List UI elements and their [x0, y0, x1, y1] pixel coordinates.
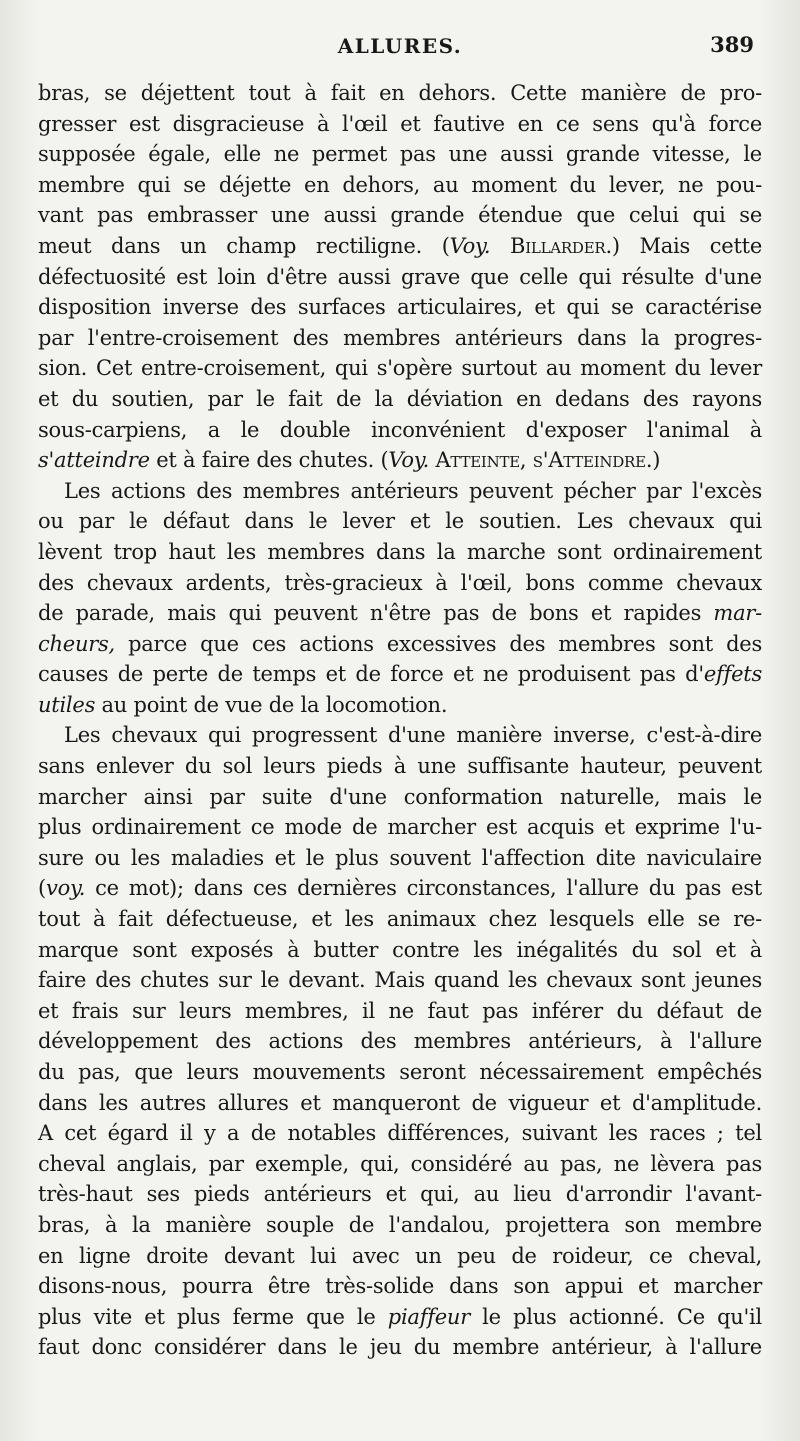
text-line	[38, 904, 762, 935]
text-line	[38, 139, 762, 170]
text-line	[38, 1088, 762, 1119]
text-segment: Atteinte	[435, 448, 520, 473]
text-segment: Les actions des membres antérieurs peuvent pécher par l'excès	[64, 478, 762, 503]
text-line	[38, 1179, 762, 1210]
text-line	[38, 1118, 762, 1149]
text-line	[38, 568, 762, 599]
text-segment: utiles	[38, 692, 96, 717]
text-segment: Voy.	[449, 233, 491, 258]
text-segment: supposée égale, elle ne permet pas une aussi grande vitesse, le	[38, 142, 762, 167]
text-segment: sans enlever du sol leurs pieds à une suffisante hauteur, peuvent	[38, 754, 762, 779]
text-segment: gresser est disgracieuse à l'œil et fautive en ce sens qu'à force	[38, 111, 762, 136]
text-segment: vant pas embrasser une aussi grande étendue que celui qui se	[38, 203, 762, 228]
text-segment: au point de vue de la locomotion.	[95, 692, 448, 717]
text-line	[38, 476, 762, 507]
text-segment: sion. Cet entre-croisement, qui s'opère surtout au moment du lever	[38, 356, 762, 381]
text-segment: des chevaux ardents, très-gracieux à l'œil, bons comme chevaux	[38, 570, 762, 595]
text-line	[38, 415, 762, 446]
text-line	[38, 598, 762, 629]
text-segment: s'atteindre	[38, 448, 150, 473]
text-segment: Billarder	[510, 233, 606, 258]
text-line	[38, 996, 762, 1027]
text-segment: sure ou les maladies et le plus souvent l'affection dite naviculaire	[38, 845, 762, 870]
text-line	[38, 843, 762, 874]
text-line	[38, 445, 762, 476]
text-segment: tout à fait défectueuse, et les animaux chez lesquels elle se re-	[38, 907, 762, 932]
text-segment: parce que ces actions excessives des membres sont des	[114, 631, 762, 656]
text-line	[38, 323, 762, 354]
text-segment: plus ordinairement ce mode de marcher est acquis et exprime l'u-	[38, 815, 762, 840]
text-segment: marque sont exposés à butter contre les inégalités du sol et à	[38, 937, 762, 962]
text-line	[38, 384, 762, 415]
running-head	[0, 32, 800, 62]
body-text	[38, 78, 762, 1363]
text-line	[38, 873, 762, 904]
text-segment: ce mot); dans ces dernières circonstances, l'allure du pas est	[85, 876, 762, 901]
text-line	[38, 262, 762, 293]
text-segment: disposition inverse des surfaces articulaires, et qui se caractérise	[38, 295, 762, 320]
text-segment: cheval anglais, par exemple, qui, considéré au pas, ne lèvera pas	[38, 1151, 762, 1176]
text-line	[38, 1149, 762, 1180]
text-segment: piaffeur	[387, 1304, 470, 1329]
text-segment: très-haut ses pieds antérieurs et qui, au lieu d'arrondir l'avant-	[38, 1182, 762, 1207]
text-segment: cheurs,	[38, 631, 115, 656]
text-line	[38, 1026, 762, 1057]
text-segment: et à faire des chutes. (	[149, 448, 389, 473]
text-segment: mar-	[713, 601, 762, 626]
text-segment: par l'entre-croisement des membres antérieurs dans la progres-	[38, 325, 762, 350]
text-line	[38, 1210, 762, 1241]
text-line	[38, 353, 762, 384]
text-segment: faut donc considérer dans le jeu du membre antérieur, à l'allure	[38, 1335, 762, 1360]
text-line	[38, 200, 762, 231]
text-segment: A cet égard il y a de notables différences, suivant les races ; tel	[38, 1121, 762, 1146]
text-segment: (	[38, 876, 46, 901]
text-line	[38, 751, 762, 782]
text-line	[38, 690, 762, 721]
text-line	[38, 1332, 762, 1363]
text-line	[38, 537, 762, 568]
text-segment: sous-carpiens, a le double inconvénient d'exposer l'animal à	[38, 417, 762, 442]
text-segment: bras, se déjettent tout à fait en dehors. Cette manière de pro-	[38, 81, 762, 105]
text-segment: le plus actionné. Ce qu'il	[469, 1304, 762, 1329]
text-line	[38, 659, 762, 690]
text-segment: disons-nous, pourra être très-solide dans son appui et marcher	[38, 1274, 762, 1299]
text-line	[38, 170, 762, 201]
text-segment: et frais sur leurs membres, il ne faut pas inférer du défaut de	[38, 998, 762, 1023]
text-line	[38, 1271, 762, 1302]
text-segment: défectuosité est loin d'être aussi grave que celle qui résulte d'une	[38, 264, 762, 289]
text-segment: lèvent trop haut les membres dans la marche sont ordinairement	[38, 539, 762, 564]
text-line	[38, 109, 762, 140]
text-segment: et du soutien, par le fait de la déviation en dedans des rayons	[38, 386, 762, 411]
text-line	[38, 720, 762, 751]
text-segment: marcher ainsi par suite d'une conformation naturelle, mais le	[38, 784, 762, 809]
text-line	[38, 78, 762, 109]
page-number: 389	[710, 32, 754, 57]
text-segment: Les chevaux qui progressent d'une manière inverse, c'est-à-dire	[64, 723, 762, 748]
text-line	[38, 1057, 762, 1088]
text-segment	[490, 234, 510, 258]
text-segment: du pas, que leurs mouvements seront nécessairement empêchés	[38, 1060, 762, 1084]
text-segment: .) Mais cette	[605, 233, 762, 258]
text-segment: ,	[519, 448, 533, 473]
text-segment: s'Atteindre	[532, 448, 646, 473]
text-segment: voy.	[45, 876, 86, 901]
text-line	[38, 1241, 762, 1272]
text-line	[38, 935, 762, 966]
text-segment: effets	[703, 662, 762, 687]
text-line	[38, 782, 762, 813]
page-header-title: ALLURES.	[337, 34, 463, 58]
text-segment: .)	[645, 448, 661, 473]
text-segment: ou par le défaut dans le lever et le soutien. Les chevaux qui	[38, 509, 762, 534]
text-segment: en ligne droite devant lui avec un peu de roideur, ce cheval,	[38, 1243, 762, 1268]
text-line	[38, 231, 762, 262]
text-line	[38, 506, 762, 537]
text-line	[38, 629, 762, 660]
text-line	[38, 292, 762, 323]
text-line	[38, 965, 762, 996]
text-line	[38, 812, 762, 843]
text-line	[38, 1302, 762, 1333]
text-segment: dans les autres allures et manqueront de vigueur et d'amplitude.	[38, 1090, 762, 1115]
text-segment: membre qui se déjette en dehors, au moment du lever, ne pou-	[38, 172, 762, 197]
text-segment: bras, à la manière souple de l'andalou, projettera son membre	[38, 1212, 762, 1237]
text-segment: meut dans un champ rectiligne. (	[38, 233, 450, 258]
text-segment: développement des actions des membres antérieurs, à l'allure	[38, 1029, 762, 1054]
text-segment: causes de perte de temps et de force et ne produisent pas d'	[38, 662, 704, 687]
text-segment: faire des chutes sur le devant. Mais quand les chevaux sont jeunes	[38, 968, 762, 993]
text-segment: de parade, mais qui peuvent n'être pas de bons et rapides	[38, 601, 714, 626]
text-segment: Voy.	[388, 448, 430, 473]
text-segment: plus vite et plus ferme que le	[38, 1304, 388, 1329]
